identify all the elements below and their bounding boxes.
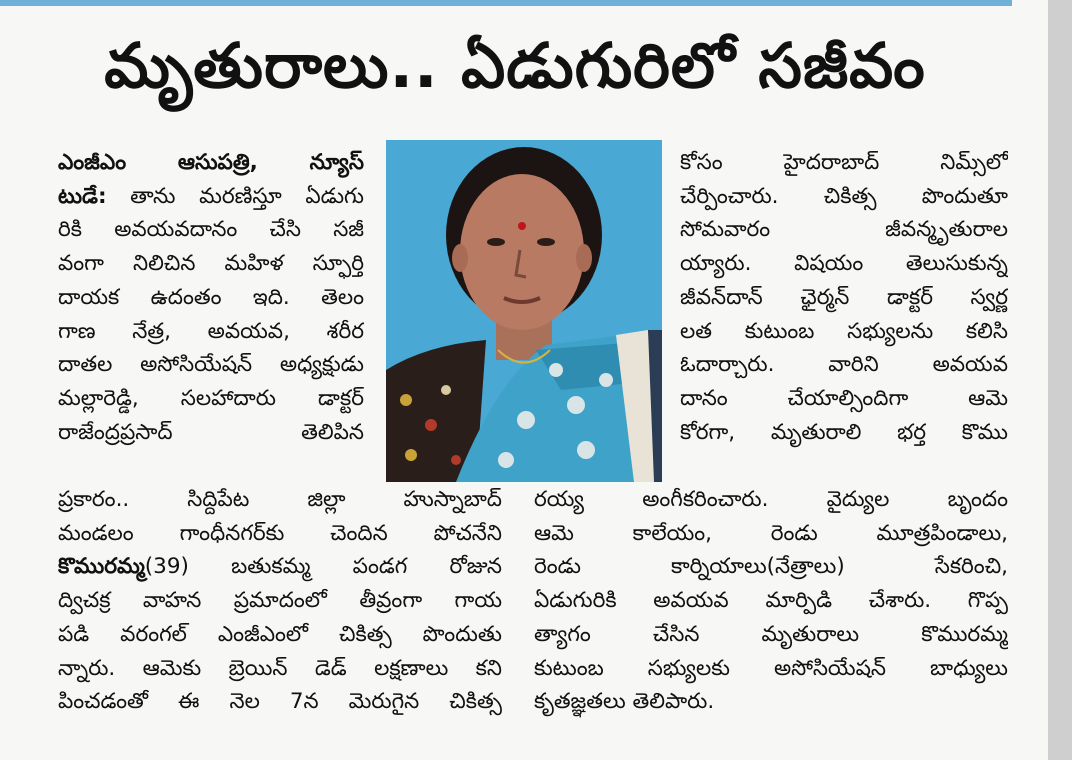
text-line: ప్రకారం.. సిద్దిపేట జిల్లా హుస్నాబాద్: [58, 487, 502, 512]
text-line: దాతల అసోసియేషన్ అధ్యక్షుడు: [58, 352, 364, 378]
text-line: గాణ నేత్ర, అవయవ, శరీర: [58, 318, 364, 344]
text-line: కృతజ్ఞతలు తెలిపారు.: [534, 689, 715, 715]
text-line: య్యారు. విషయం తెలుసుకున్న: [680, 251, 1008, 277]
left-lower-column: [58, 483, 502, 719]
portrait-photo: [386, 140, 662, 482]
dateline: ఎంజీఎం ఆసుపత్రి, న్యూస్: [58, 150, 364, 175]
person-age: (39): [144, 554, 189, 580]
right-lower-column: [534, 483, 1008, 719]
text-line: రికి అవయవదానం చేసి సజీ: [58, 217, 364, 243]
woman-portrait-icon: [386, 140, 662, 482]
text-line: న్నారు. ఆమెకు బ్రెయిన్ డెడ్ లక్షణాలు కని: [58, 655, 502, 681]
person-name: కొమురమ్మ: [58, 554, 145, 580]
text-line: రయ్య అంగీకరించారు. వైద్యుల బృందం: [534, 487, 1008, 512]
right-column: [680, 146, 1008, 449]
text-line: జీవన్‌దాన్ ఛైర్మన్ డాక్టర్ స్వర్ణ: [680, 284, 1008, 310]
text-line: పడి వరంగల్ ఎంజీఎంలో చికిత్స పొందుతు: [58, 621, 502, 647]
text-line: కుటుంబ సభ్యులకు అసోసియేషన్ బాధ్యులు: [534, 655, 1008, 681]
text-line: పించడంతో ఈ నెల 7న మెరుగైన చికిత్స: [58, 689, 502, 715]
left-column: [58, 146, 364, 449]
text-line: ద్విచక్ర వాహన ప్రమాదంలో తీవ్రంగా గాయ: [58, 588, 502, 614]
dateline-line: [58, 146, 364, 180]
text-line: కోరగా, మృతురాలి భర్త కొము: [680, 419, 1008, 445]
text-line: రాజేంద్రప్రసాద్ తెలిపిన: [58, 419, 364, 445]
dateline-tail: టుడే:: [58, 183, 107, 209]
top-rule: [0, 0, 1012, 6]
text-line: దాయక ఉదంతం ఇది. తెలం: [58, 284, 364, 310]
text-line: కోసం హైదరాబాద్ నిమ్స్‌లో: [680, 150, 1008, 175]
page-edge: [1048, 0, 1072, 760]
text-line: ఆమె కాలేయం, రెండు మూత్రపిండాలు,: [534, 520, 1008, 546]
text-line: దానం చేయాల్సిందిగా ఆమె: [680, 385, 1008, 411]
text-line: సోమవారం జీవన్మృతురాల: [680, 217, 1008, 243]
text-line: ఏడుగురికి అవయవ మార్పిడి చేశారు. గొప్ప: [534, 588, 1008, 614]
text-line: కొమురమ్మ(39) బతుకమ్మ పండగ రోజున: [58, 554, 502, 580]
text-line: చేర్పించారు. చికిత్స పొందుతూ: [680, 183, 1008, 209]
text-line: రెండు కార్నియాలు(నేత్రాలు) సేకరించి,: [534, 554, 1008, 580]
headline: మృతురాలు.. ఏడుగురిలో సజీవం: [104, 29, 926, 102]
text-line: టుడే: తాను మరణిస్తూ ఏడుగు: [58, 183, 364, 209]
text-line: లత కుటుంబ సభ్యులను కలిసి: [680, 318, 1008, 344]
text-line: ఓదార్చారు. వారిని అవయవ: [680, 352, 1008, 378]
text-line: మండలం గాంధీనగర్‌కు చెందిన పోచనేని: [58, 520, 502, 546]
text-line: వంగా నిలిచిన మహిళ స్ఫూర్తి: [58, 251, 364, 277]
text-line: మల్లారెడ్డి, సలహాదారు డాక్టర్: [58, 385, 364, 411]
text-line: త్యాగం చేసిన మృతురాలు కొమురమ్మ: [534, 621, 1008, 647]
